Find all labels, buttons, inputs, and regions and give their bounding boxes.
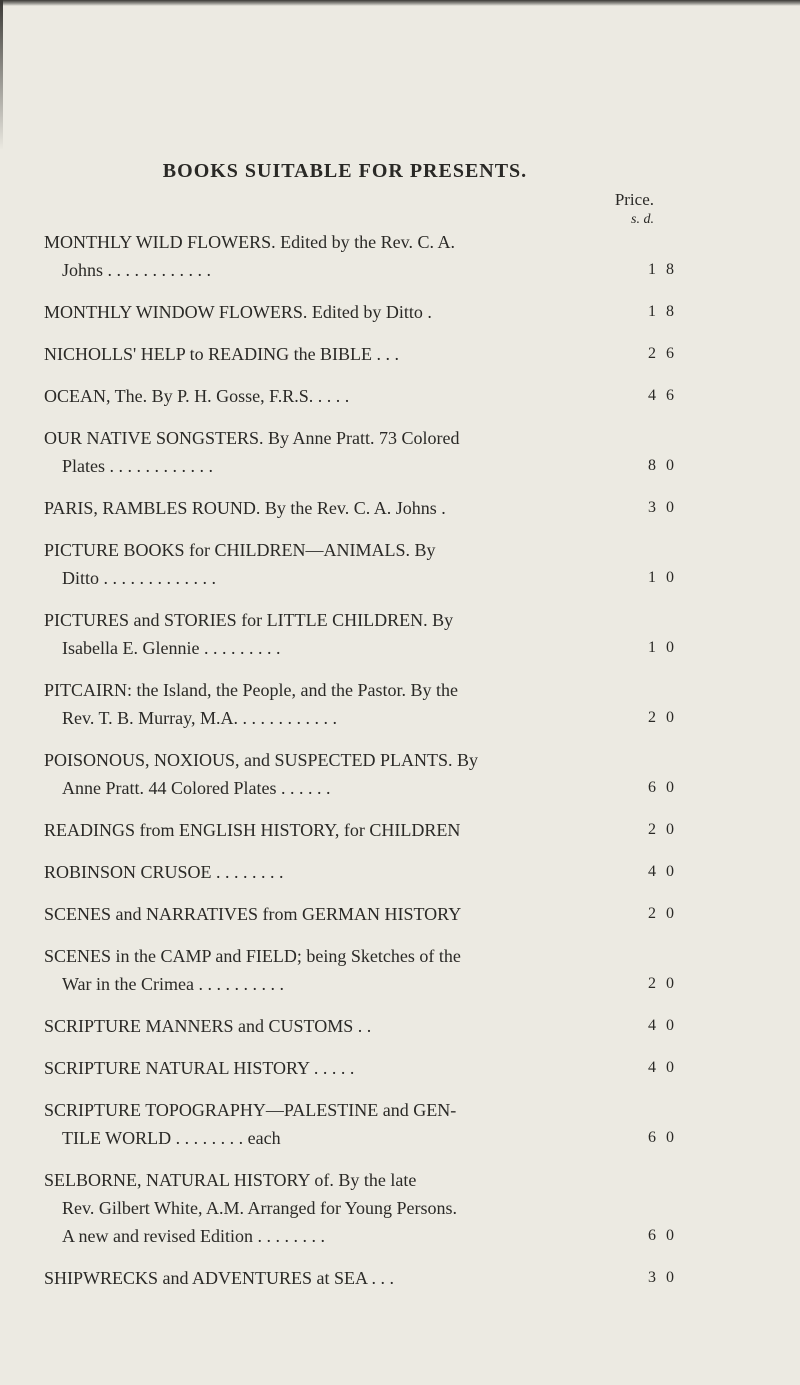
book-price: 4 0 [648,863,674,880]
book-price: 2 0 [648,975,674,992]
book-price: 6 0 [648,1129,674,1146]
book-title-line: SCENES and NARRATIVES from GERMAN HISTORY [44,904,462,924]
book-title-line: ROBINSON CRUSOE . . . . . . . . [44,862,284,882]
book-price: 8 0 [648,457,674,474]
book-entry [44,900,674,928]
book-price: 2 0 [648,905,674,922]
book-title-line: PITCAIRN: the Island, the People, and the Pastor. By the [44,680,458,700]
book-title-line: POISONOUS, NOXIOUS, and SUSPECTED PLANTS. By [44,750,479,770]
catalogue-page [44,160,674,1288]
book-price: 1 8 [648,261,674,278]
book-price: 1 8 [648,303,674,320]
book-title-line: MONTHLY WILD FLOWERS. Edited by the Rev. C. A. [44,232,455,252]
book-continuation-line: A new and revised Edition . . . . . . . . [62,1226,325,1246]
book-title-line: PARIS, RAMBLES ROUND. By the Rev. C. A. Johns . [44,498,446,518]
book-entry [44,746,674,802]
book-continuation-line: Ditto . . . . . . . . . . . . . [62,568,217,588]
book-entry [44,1054,674,1082]
book-continuation-line: Rev. Gilbert White, A.M. Arranged for Young Persons. [62,1198,457,1218]
price-column-header [615,190,654,228]
book-entry [44,382,674,410]
book-price: 1 0 [648,569,674,586]
book-price: 1 0 [648,639,674,656]
book-continuation-line: Anne Pratt. 44 Colored Plates . . . . . . [62,778,331,798]
book-title-line: SCENES in the CAMP and FIELD; being Sketches of the [44,946,461,966]
book-title-line: OCEAN, The. By P. H. Gosse, F.R.S. . . . . [44,386,350,406]
book-price: 4 0 [648,1017,674,1034]
book-entry [44,1096,674,1152]
page-edge-left [0,0,3,150]
book-entry [44,298,674,326]
book-entry [44,536,674,592]
book-price: 4 0 [648,1059,674,1076]
book-continuation-line: War in the Crimea . . . . . . . . . . [62,974,285,994]
book-entry [44,494,674,522]
book-title-line: MONTHLY WINDOW FLOWERS. Edited by Ditto . [44,302,432,322]
book-price: 6 0 [648,779,674,796]
book-title-line: SELBORNE, NATURAL HISTORY of. By the late [44,1170,417,1190]
price-label: Price. [614,190,654,209]
book-title-line: SCRIPTURE TOPOGRAPHY—PALESTINE and GEN- [44,1100,457,1120]
book-price: 2 0 [648,821,674,838]
book-entry [44,942,674,998]
book-entry [44,1012,674,1040]
book-title-line: OUR NATIVE SONGSTERS. By Anne Pratt. 73 Colored [44,428,460,448]
book-price: 3 0 [648,499,674,516]
book-price: 4 6 [648,387,674,404]
book-continuation-line: Rev. T. B. Murray, M.A. . . . . . . . . . . . [62,708,337,728]
book-price: 3 0 [648,1269,674,1286]
book-entry [44,228,674,284]
book-entry [44,816,674,844]
book-entry [44,1264,674,1292]
book-title-line: SHIPWRECKS and ADVENTURES at SEA . . . [44,1268,395,1288]
book-list [44,228,674,1306]
book-price: 2 0 [648,709,674,726]
book-title-line: SCRIPTURE MANNERS and CUSTOMS . . [44,1016,372,1036]
book-title-line: SCRIPTURE NATURAL HISTORY . . . . . [44,1058,355,1078]
book-entry [44,676,674,732]
book-price: 6 0 [648,1227,674,1244]
page-title: BOOKS SUITABLE FOR PRESENTS. [162,160,528,182]
book-price: 2 6 [648,345,674,362]
book-continuation-line: TILE WORLD . . . . . . . . each [62,1128,281,1148]
book-continuation-line: Plates . . . . . . . . . . . . [62,456,213,476]
book-entry [44,1166,674,1250]
book-title-line: NICHOLLS' HELP to READING the BIBLE . . . [44,344,400,364]
book-continuation-line: Isabella E. Glennie . . . . . . . . . [62,638,281,658]
book-entry [44,340,674,368]
book-entry [44,858,674,886]
book-title-line: READINGS from ENGLISH HISTORY, for CHILDREN [44,820,461,840]
book-title-line: PICTURES and STORIES for LITTLE CHILDREN. By [44,610,454,630]
book-title-line: PICTURE BOOKS for CHILDREN—ANIMALS. By [44,540,436,560]
book-continuation-line: Johns . . . . . . . . . . . . [62,260,212,280]
currency-label: s. d. [631,212,654,227]
page-edge-top [0,0,800,6]
book-entry [44,606,674,662]
book-entry [44,424,674,480]
